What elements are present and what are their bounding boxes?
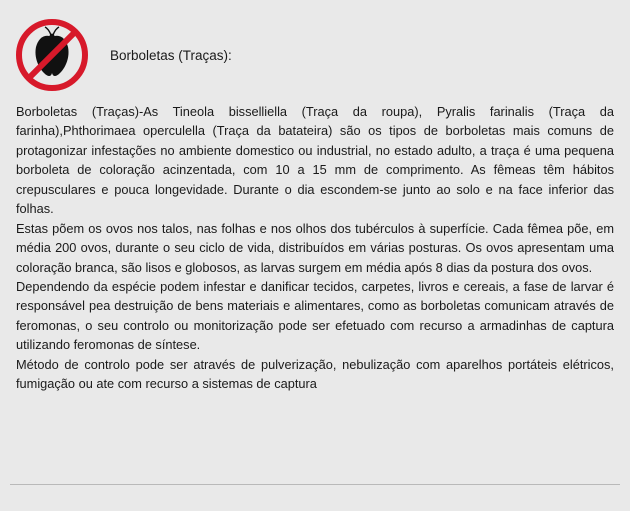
no-moths-prohibition-icon <box>14 17 90 93</box>
paragraph: Estas põem os ovos nos talos, nas folhas e nos olhos dos tubérculos à superfície. Cada fêmea põe, em média 200 ovos, durante o seu ciclo de vida, distribuídos em várias posturas. Os ovos apresentam uma coloração branca, são lisos e globosos, as larvas surgem em média após 8 dias da postura dos ovos. <box>16 220 614 275</box>
body-spacer <box>0 394 630 484</box>
footer-band <box>0 485 630 511</box>
page-title: Borboletas (Traças): <box>110 47 232 63</box>
document-body <box>0 96 630 394</box>
paragraph: Borboletas (Traças)-As Tineola bisselliella (Traça da roupa), Pyralis farinalis (Traça da farinha),Phthorimaea operculella (Traça da batateira) são os tipos de borboletas mais comuns de protagonizar infestações no ambiente domestico ou industrial, no estado adulto, a traça é uma pequena borboleta de coloração acinzentada, com 10 a 15 mm de comprimento. As fêmeas têm hábitos crepusculares e pouca longevidade. Durante o dia escondem-se junto ao solo e na face inferior das folhas. <box>16 104 614 217</box>
document-header <box>0 0 630 96</box>
paragraph: Dependendo da espécie podem infestar e danificar tecidos, carpetes, livros e cereais, a fase de larvar é responsável pea destruição de bens materiais e alimentares, como as borboletas comunicam através de feromonas, o seu controlo ou monitorização pode ser efetuado com recurso a armadinhas de captura utilizando feromonas de síntese. <box>16 278 614 353</box>
paragraph: Método de controlo pode ser através de pulverização, nebulização com aparelhos portáteis elétricos, fumigação ou ate com recurso a sistemas de captura <box>16 356 614 392</box>
